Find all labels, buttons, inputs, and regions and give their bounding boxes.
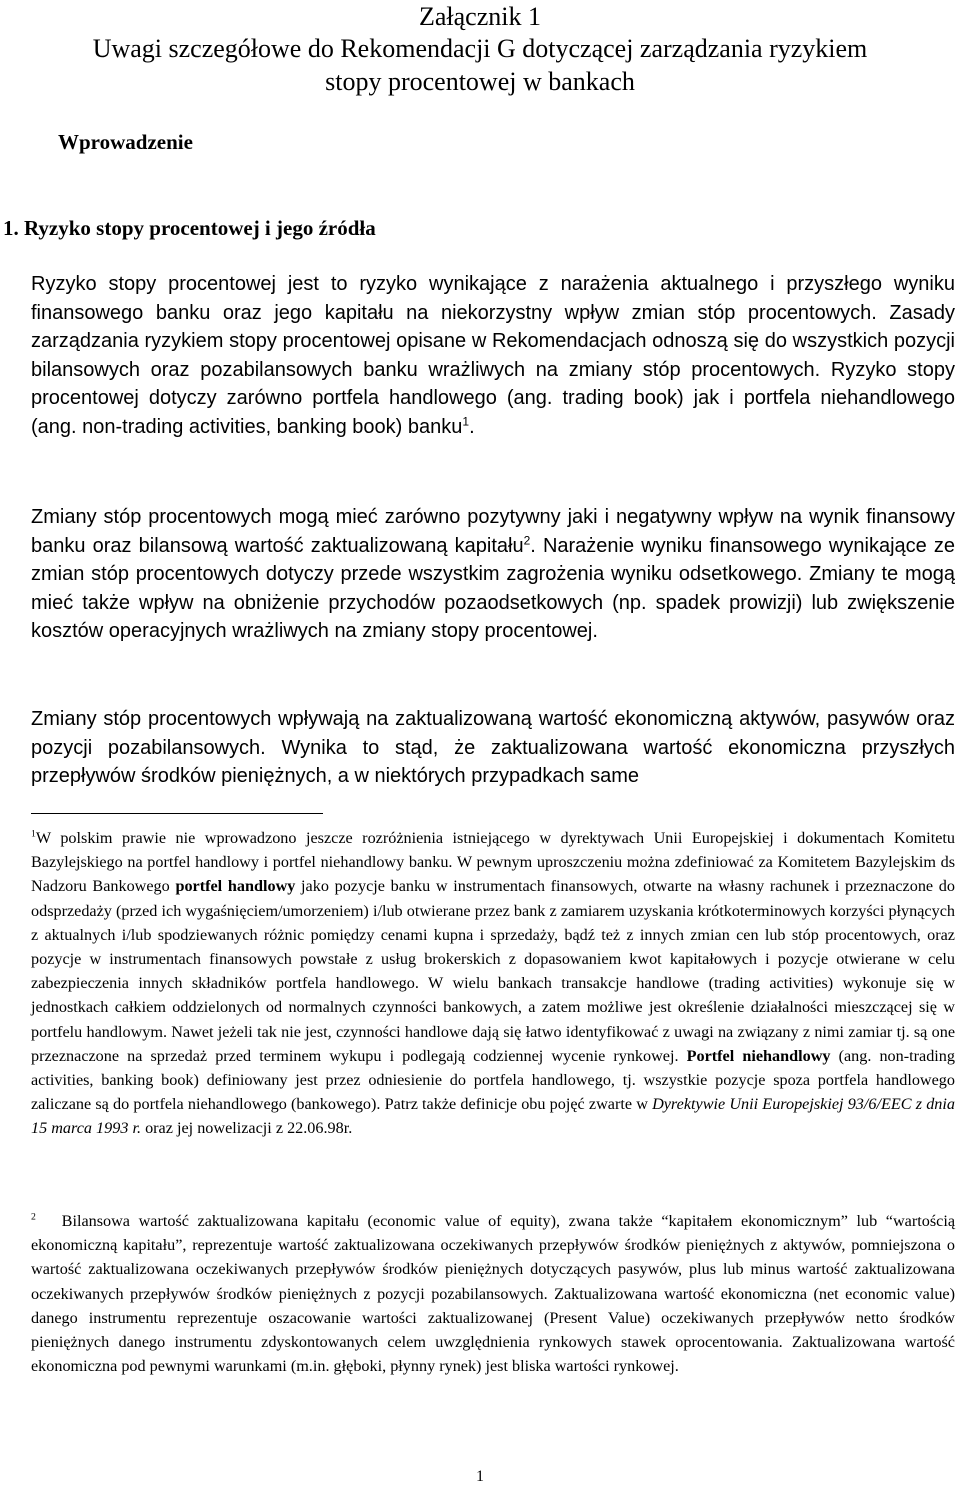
footnote-1-text-b: jako pozycje banku w instrumentach finansowych, otwarte na własny rachunek i przeznaczone do odsprzedaży (przed ich wygaśnięciem/umorzeniem) i/lub otwierane przez bank z zamiarem uzyskania krótkoterminowych korzyści płynących z aktualnych i/lub spodziewanych różnic pomiędzy cenami kupna i sprzedaży, bądź też z innych zmian cen lub stóp procentowych, oraz pozycje w instrumentach finansowych powstałe z usług brokerskich z dopasowaniem kwot kapitałowych i pozycje otwierane w celu zabezpieczenia innych składników portfela handlowego. W wielu bankach transakcje handlowe (trading activities) wykonuje się w jednostkach całkiem oddzielonych od normalnych czynności bankowych, a zatem możliwe jest określenie działalności mieszczącej się w portfelu handlowym. Nawet jeżeli tak nie jest, czynności handlowe dają się łatwo identyfikować z uwagi na związany z nimi zamiar tj. są one przeznaczone na sprzedaż przed terminem wykupu i podlegają codziennej wycenie rynkowej. — [31, 877, 955, 1065]
paragraph-1 — [31, 270, 955, 442]
footnote-ref-2: 2 — [523, 532, 531, 547]
footnote-1 — [31, 826, 955, 1141]
section-heading: 1. Ryzyko stopy procentowej i jego źródła — [3, 216, 376, 240]
footnote-1-text-a: W polskim prawie nie wprowadzono jeszcze rozróżnienia istniejącego w dyrektywach Unii Europejskiej i dokumentach Komitetu Bazylejskiego na portfel handlowy i portfel niehandlowy banku. W pewnym uproszczeniu można zdefiniować za Komitetem Bazylejskim ds Nadzoru Bankowego — [31, 829, 955, 896]
footnote-separator — [31, 813, 323, 814]
annex-title: Załącznik 1 — [419, 2, 541, 31]
paragraph-2 — [31, 503, 955, 646]
footnote-1-directive-ref: Dyrektywie Unii Europejskiej 93/6/EEC z dnia 15 marca 1993 r. — [31, 1095, 955, 1138]
paragraph-2-text-a: Zmiany stóp procentowych mogą mieć zarówno pozytywny jaki i negatywny wpływ na wynik finansowy banku oraz bilansową wartość zaktualizowaną kapitału — [31, 506, 955, 557]
paragraph-3: Zmiany stóp procentowych wpływają na zaktualizowaną wartość ekonomiczną aktywów, pasywów oraz pozycji pozabilansowych. Wynika to stąd, że zaktualizowana wartość ekonomiczna przyszłych przepływów środków pieniężnych, a w niektórych przypadkach same — [31, 708, 955, 788]
footnote-2-number: 2 — [31, 1211, 36, 1223]
footnote-1-text-c: (ang. non-trading activities, banking book) definiowany jest przez odniesienie do portfela handlowego, tj. wszystkie pozycje spoza portfela handlowego zaliczane są do portfela niehandlowego (bankowego). Patrz także definicje obu pojęć zwarte w — [31, 1046, 955, 1114]
intro-heading: Wprowadzenie — [58, 130, 193, 154]
document-title-line-1: Uwagi szczegółowe do Rekomendacji G dotyczącej zarządzania ryzykiem — [92, 34, 868, 63]
footnote-1-text-d: oraz jej nowelizacji z 22.06.98r. — [141, 1119, 353, 1138]
paragraph-2-text-b: . Narażenie wyniku finansowego wynikające ze zmian stóp procentowych dotyczy przede wszystkim zagrożenia wyniku odsetkowego. Zmiany te mogą mieć także wpływ na obniżenie przychodów pozaodsetkowych (np. spadek prowizji) lub zwiększenie kosztów operacyjnych wrażliwych na zmiany stopy procentowej. — [31, 534, 956, 643]
paragraph-1-text: Ryzyko stopy procentowej jest to ryzyko wynikające z narażenia aktualnego i przyszłego wyniku finansowego banku oraz jego kapitału na niekorzystny wpływ zmian stóp procentowych. Zasady zarządzania ryzykiem stopy procentowej opisane w Rekomendacjach odnoszą się do wszystkich pozycji bilansowych oraz pozabilansowych banku wrażliwych na zmiany stóp procentowych. Ryzyko stopy procentowej dotyczy zarówno portfela handlowego (ang. trading book) jak i portfela niehandlowego (ang. non-trading activities, banking book) banku — [31, 273, 955, 438]
footnote-1-number: 1 — [31, 828, 36, 840]
footnote-2 — [31, 1209, 955, 1378]
footnote-2-text: Bilansowa wartość zaktualizowana kapitału (economic value of equity), zwana także “kapitałem ekonomicznym” lub “wartością ekonomiczną kapitału”, reprezentuje wartość zaktualizowana oczekiwanych przepływów środków pieniężnych z aktywów, pomniejszona o wartość zaktualizowana oczekiwanych przepływów środków pieniężnych dotyczących pasywów, plus lub minus wartość zaktualizowana oczekiwanych przepływów środków pieniężnych z pozycji pozabilansowych. Zaktualizowana wartość ekonomiczna (net economic value) danego instrumentu reprezentuje oszacowanie wartości zaktualizowanej (Present Value) oczekiwanych przepływów netto środków pieniężnych danego instrumentu zdyskontowanych celem uwzględnienia rynkowych stawek oprocentowania. Zaktualizowana wartość ekonomiczna pod pewnymi warunkami (m.in. głęboki, płynny rynek) jest bliska wartości rynkowej. — [31, 1212, 956, 1376]
footnote-ref-1: 1 — [462, 414, 470, 429]
footnote-1-bold-term-1: portfel handlowy — [175, 877, 296, 896]
page-number: 1 — [476, 1468, 484, 1485]
footnote-1-bold-term-2: Portfel niehandlowy — [686, 1046, 831, 1065]
document-title-line-2: stopy procentowej w bankach — [325, 67, 635, 96]
paragraph-1-end: . — [469, 415, 475, 438]
